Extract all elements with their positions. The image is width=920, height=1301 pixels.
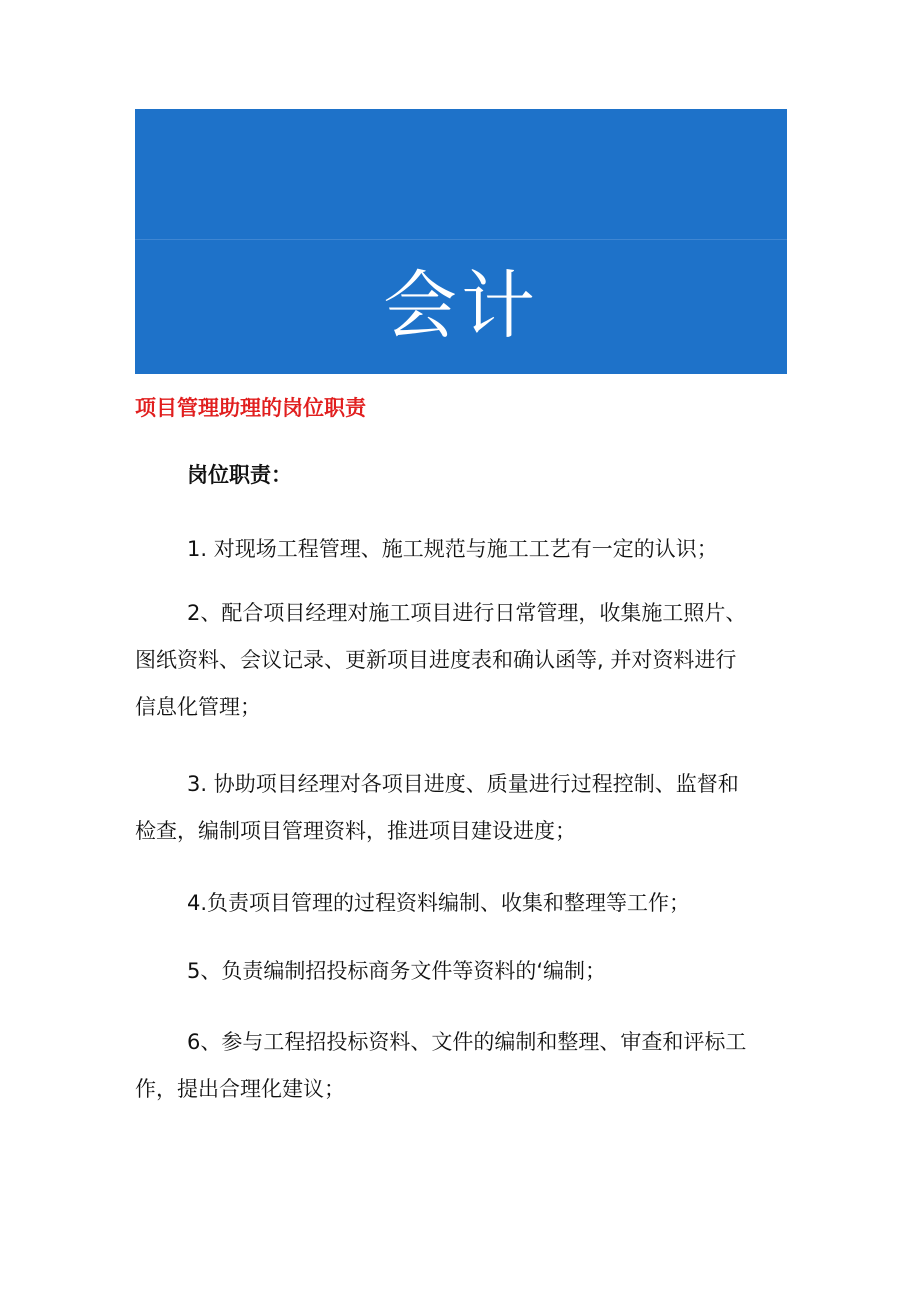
duty-item-2: 2、配合项目经理对施工项目进行日常管理，收集施工照片、图纸资料、会议记录、更新项目进度表和确认函等, 并对资料进行信息化管理； xyxy=(135,601,747,719)
banner-title-line-1: 会计 xyxy=(383,263,539,349)
duty-item-5: 5、负责编制招投标商务文件等资料的‘编制； xyxy=(187,959,607,983)
banner-divider xyxy=(135,239,787,240)
duty-item-4: 4.负责项目管理的过程资料编制、收集和整理等工作； xyxy=(187,891,691,915)
document-title: 项目管理助理的岗位职责 xyxy=(135,396,366,420)
duty-item-1: 1. 对现场工程管理、施工规范与施工工艺有一定的认识； xyxy=(187,537,718,561)
section-heading: 岗位职责： xyxy=(187,463,292,487)
duty-item-3: 3. 协助项目经理对各项目进度、质量进行过程控制、监督和检查，编制项目管理资料，推进项目建设进度； xyxy=(135,772,739,843)
duty-item-6: 6、参与工程招投标资料、文件的编制和整理、审查和评标工作，提出合理化建议； xyxy=(135,1030,747,1101)
banner-title-line-2: 实务 xyxy=(383,375,539,461)
